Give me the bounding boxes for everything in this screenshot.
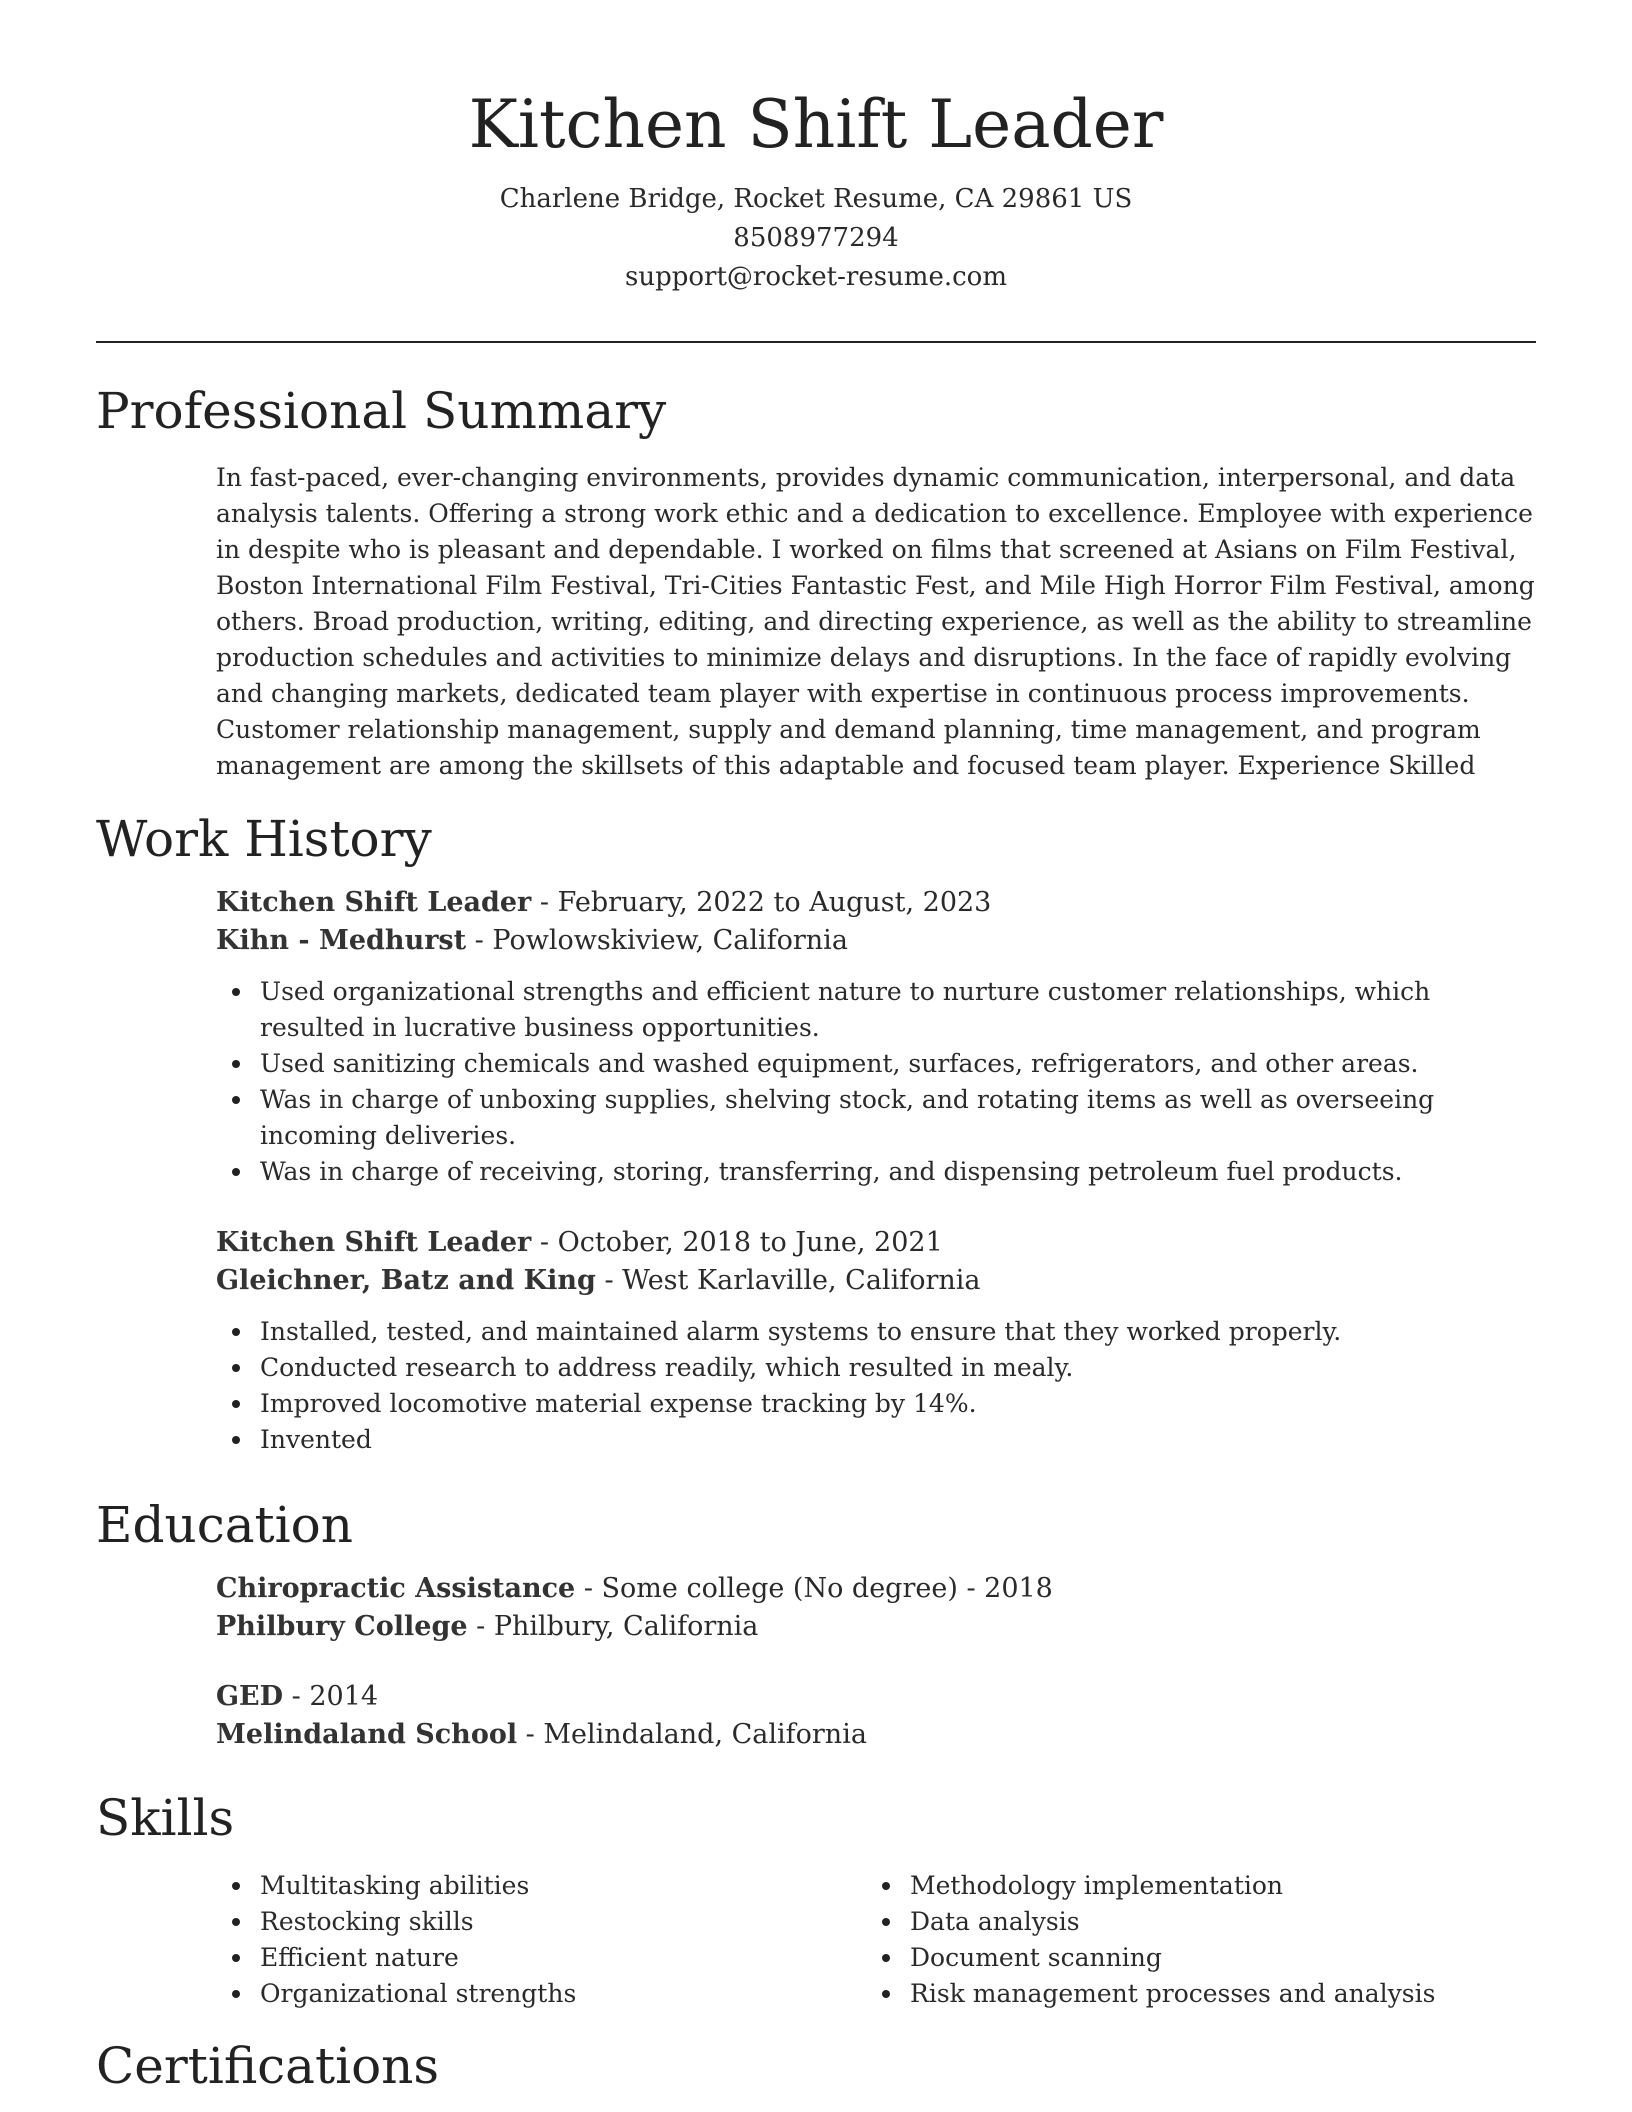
job-entry <box>216 1224 1536 1458</box>
contact-phone: 8508977294 <box>733 223 899 253</box>
job-bullet: Used sanitizing chemicals and washed equipment, surfaces, refrigerators, and other areas. <box>260 1046 1536 1082</box>
job-bullet: Invented <box>260 1422 1536 1458</box>
contact-email: support@rocket-resume.com <box>624 262 1007 292</box>
job-title-line <box>216 884 1536 922</box>
education-program-line <box>216 1570 1536 1608</box>
skills-section <box>216 1868 1536 2012</box>
skill-item: Restocking skills <box>260 1904 866 1940</box>
job-dates: - October, 2018 to June, 2021 <box>531 1227 943 1258</box>
education-entry <box>216 1678 1536 1754</box>
contact-block <box>96 180 1536 297</box>
certifications-heading: Certifications <box>96 2037 440 2095</box>
skill-item: Efficient nature <box>260 1940 866 1976</box>
summary-heading: Professional Summary <box>96 382 667 440</box>
education-detail: - 2014 <box>283 1681 379 1712</box>
summary-text: In fast-paced, ever-changing environments, provides dynamic communication, interpersonal, and data analysis talents. Offering a strong work ethic and a dedication to excellence. Employee with experience in despite who is pleasant and dependable. I worked on films that screened at Asians on Film Festival, Boston International Film Festival, Tri-Cities Fantastic Fest, and Mile High Horror Film Festival, among others. Broad production, writing, editing, and directing experience, as well as the ability to streamline production schedules and activities to minimize delays and disruptions. In the face of rapidly evolving and changing markets, dedicated team player with expertise in continuous process improvements. Customer relationship management, supply and demand planning, time management, and program management are among the skillsets of this adaptable and focused team player. Experience Skilled <box>216 463 1535 780</box>
header-divider <box>96 341 1536 343</box>
job-bullet: Installed, tested, and maintained alarm systems to ensure that they worked properly. <box>260 1314 1536 1350</box>
job-entry <box>216 884 1536 1190</box>
education-entry <box>216 1570 1536 1646</box>
skill-item: Data analysis <box>910 1904 1516 1940</box>
job-bullet: Improved locomotive material expense tracking by 14%. <box>260 1386 1536 1422</box>
job-bullet: Conducted research to address readily, which resulted in mealy. <box>260 1350 1536 1386</box>
education-program: Chiropractic Assistance <box>216 1573 576 1604</box>
education-program-line <box>216 1678 1536 1716</box>
education-detail: - Some college (No degree) - 2018 <box>575 1573 1053 1604</box>
education-location: - Melindaland, California <box>517 1719 867 1750</box>
skills-heading: Skills <box>96 1789 235 1847</box>
education-heading: Education <box>96 1496 353 1554</box>
job-company: Gleichner, Batz and King <box>216 1265 596 1296</box>
skill-item: Multitasking abilities <box>260 1868 866 1904</box>
job-company: Kihn - Medhurst <box>216 925 467 956</box>
job-bullet: Was in charge of receiving, storing, transferring, and dispensing petroleum fuel products. <box>260 1154 1536 1190</box>
education-school: Melindaland School <box>216 1719 518 1750</box>
job-location: - Powlowskiview, California <box>466 925 848 956</box>
skills-grid <box>216 1868 1536 2012</box>
skill-item: Document scanning <box>910 1940 1516 1976</box>
job-bullets <box>216 974 1536 1190</box>
education-section <box>216 1570 1536 1754</box>
resume-title: Kitchen Shift Leader <box>468 86 1164 163</box>
skills-list-right <box>866 1868 1516 2012</box>
skills-column-left <box>216 1868 866 2012</box>
education-school-line <box>216 1608 1536 1646</box>
education-school: Philbury College <box>216 1611 468 1642</box>
education-location: - Philbury, California <box>467 1611 759 1642</box>
job-title-line <box>216 1224 1536 1262</box>
job-company-line <box>216 922 1536 960</box>
skill-item: Organizational strengths <box>260 1976 866 2012</box>
job-bullet: Used organizational strengths and efficient nature to nurture customer relationships, which resulted in lucrative business opportunities. <box>260 974 1536 1046</box>
contact-address: Charlene Bridge, Rocket Resume, CA 29861 US <box>499 184 1133 214</box>
skill-item: Risk management processes and analysis <box>910 1976 1516 2012</box>
job-title: Kitchen Shift Leader <box>216 887 532 918</box>
job-bullet: Was in charge of unboxing supplies, shelving stock, and rotating items as well as overseeing incoming deliveries. <box>260 1082 1536 1154</box>
summary-section <box>216 460 1536 784</box>
job-dates: - February, 2022 to August, 2023 <box>531 887 992 918</box>
job-bullets <box>216 1314 1536 1458</box>
education-school-line <box>216 1716 1536 1754</box>
work-history-section <box>216 884 1536 1458</box>
education-program: GED <box>216 1681 284 1712</box>
skill-item: Methodology implementation <box>910 1868 1516 1904</box>
skills-column-right <box>866 1868 1516 2012</box>
job-title: Kitchen Shift Leader <box>216 1227 532 1258</box>
job-location: - West Karlaville, California <box>595 1265 981 1296</box>
work-history-heading: Work History <box>96 810 432 868</box>
resume-header <box>96 80 1536 297</box>
job-company-line <box>216 1262 1536 1300</box>
skills-list-left <box>216 1868 866 2012</box>
